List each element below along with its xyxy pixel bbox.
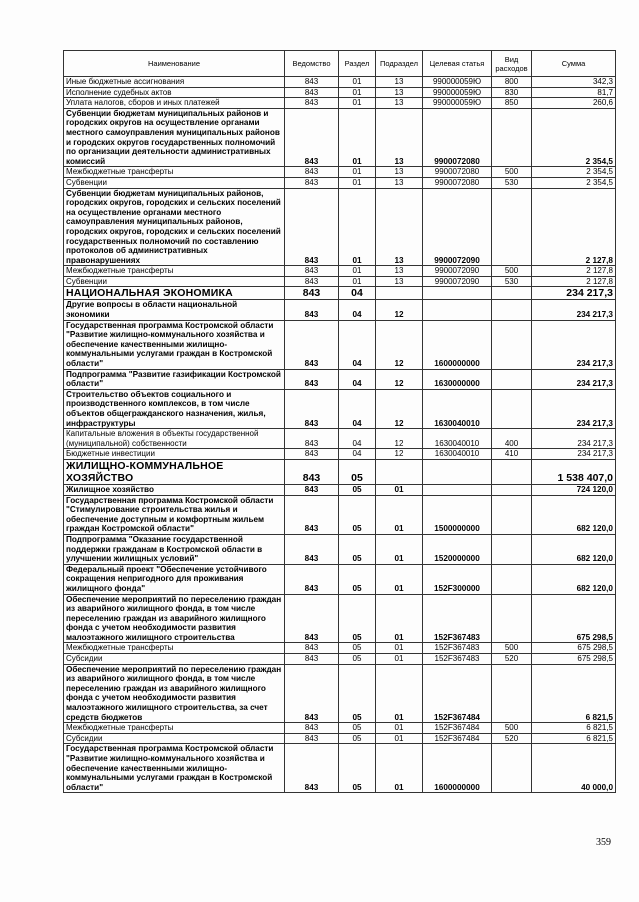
table-row	[64, 534, 616, 564]
cell-target: 9900072090	[423, 188, 492, 266]
cell-sum: 342,3	[532, 77, 616, 88]
cell-section: 05	[339, 594, 376, 643]
cell-section: 01	[339, 167, 376, 178]
header-exp-type: Вид расходов	[492, 51, 532, 77]
cell-dept: 843	[285, 77, 339, 88]
cell-name: Капитальные вложения в объекты государственной (муниципальной) собственности	[64, 429, 285, 449]
table-row	[64, 429, 616, 449]
cell-target: 9900072080	[423, 167, 492, 178]
cell-name: Субвенции	[64, 177, 285, 188]
cell-section: 05	[339, 564, 376, 594]
cell-exp-type: 520	[492, 733, 532, 744]
cell-section: 04	[339, 389, 376, 428]
cell-exp-type	[492, 300, 532, 320]
cell-exp-type: 530	[492, 177, 532, 188]
cell-section: 04	[339, 449, 376, 460]
budget-table	[63, 50, 616, 793]
cell-dept: 843	[285, 188, 339, 266]
cell-subsection: 01	[376, 643, 423, 654]
cell-section: 05	[339, 664, 376, 723]
cell-section: 04	[339, 300, 376, 320]
cell-section: 01	[339, 177, 376, 188]
cell-target: 9900072080	[423, 177, 492, 188]
cell-section: 01	[339, 87, 376, 98]
cell-subsection: 01	[376, 664, 423, 723]
cell-exp-type: 830	[492, 87, 532, 98]
cell-name: Субвенции бюджетам муниципальных районов, городских округов, городских и сельских поселений на осуществление органами местного самоуправления муниципальных районов, городских округов, городских и сельских поселений государственных полномочий по составлению протоколов об административных правонарушениях	[64, 188, 285, 266]
cell-section: 04	[339, 320, 376, 369]
cell-dept: 843	[285, 276, 339, 287]
cell-section: 05	[339, 459, 376, 484]
cell-exp-type	[492, 484, 532, 495]
cell-sum: 234 217,3	[532, 369, 616, 389]
cell-target: 152F367483	[423, 594, 492, 643]
cell-exp-type: 520	[492, 654, 532, 665]
cell-sum: 260,6	[532, 98, 616, 109]
cell-section: 05	[339, 744, 376, 793]
cell-name: Государственная программа Костромской области "Развитие жилищно-коммунального хозяйства и обеспечение качественными жилищно-коммунальными услугами граждан в Костромской области"	[64, 320, 285, 369]
cell-section: 01	[339, 276, 376, 287]
cell-target: 1630000000	[423, 369, 492, 389]
cell-section: 01	[339, 108, 376, 167]
header-sum: Сумма	[532, 51, 616, 77]
cell-sum: 2 354,5	[532, 177, 616, 188]
cell-name: Субвенции бюджетам муниципальных районов и городских округов на осуществление органами местного самоуправления муниципальных районов и городских округов государственных полномочий по организации деятельности административных комиссий	[64, 108, 285, 167]
cell-dept: 843	[285, 664, 339, 723]
cell-subsection: 01	[376, 654, 423, 665]
cell-section: 01	[339, 98, 376, 109]
cell-dept: 843	[285, 723, 339, 734]
table-row	[64, 654, 616, 665]
cell-subsection: 01	[376, 484, 423, 495]
cell-sum: 81,7	[532, 87, 616, 98]
cell-name: Межбюджетные трансферты	[64, 723, 285, 734]
cell-name: Государственная программа Костромской области "Стимулирование строительства жилья и обеспечение доступным и комфортным жильем граждан Костромской области"	[64, 495, 285, 534]
cell-sum: 6 821,5	[532, 664, 616, 723]
cell-sum: 2 354,5	[532, 167, 616, 178]
cell-target: 990000059Ю	[423, 87, 492, 98]
cell-name: Субсидии	[64, 733, 285, 744]
page-number: 359	[596, 837, 611, 848]
table-row	[64, 167, 616, 178]
cell-dept: 843	[285, 287, 339, 300]
table-row	[64, 177, 616, 188]
cell-exp-type: 530	[492, 276, 532, 287]
cell-section: 04	[339, 369, 376, 389]
cell-subsection: 12	[376, 389, 423, 428]
cell-target: 152F367484	[423, 733, 492, 744]
cell-target: 1600000000	[423, 320, 492, 369]
cell-dept: 843	[285, 266, 339, 277]
cell-name: Межбюджетные трансферты	[64, 266, 285, 277]
header-section: Раздел	[339, 51, 376, 77]
cell-exp-type	[492, 369, 532, 389]
cell-name: Уплата налогов, сборов и иных платежей	[64, 98, 285, 109]
cell-target: 1520000000	[423, 534, 492, 564]
cell-sum: 2 354,5	[532, 108, 616, 167]
cell-sum: 682 120,0	[532, 495, 616, 534]
cell-subsection: 01	[376, 495, 423, 534]
table-row	[64, 320, 616, 369]
cell-section: 05	[339, 733, 376, 744]
cell-exp-type: 500	[492, 643, 532, 654]
cell-sum: 234 217,3	[532, 300, 616, 320]
cell-sum: 724 120,0	[532, 484, 616, 495]
cell-target	[423, 300, 492, 320]
cell-name: Строительство объектов социального и производственного комплексов, в том числе объектов общегражданского назначения, жилья, инфраструктуры	[64, 389, 285, 428]
table-row	[64, 266, 616, 277]
cell-subsection: 12	[376, 369, 423, 389]
cell-name: НАЦИОНАЛЬНАЯ ЭКОНОМИКА	[64, 287, 285, 300]
cell-exp-type: 800	[492, 77, 532, 88]
cell-section: 05	[339, 495, 376, 534]
cell-section: 05	[339, 643, 376, 654]
cell-exp-type: 500	[492, 167, 532, 178]
cell-target: 1630040010	[423, 389, 492, 428]
cell-sum: 2 127,8	[532, 266, 616, 277]
cell-section: 04	[339, 287, 376, 300]
cell-name: ЖИЛИЩНО-КОММУНАЛЬНОЕ ХОЗЯЙСТВО	[64, 459, 285, 484]
cell-section: 01	[339, 77, 376, 88]
cell-dept: 843	[285, 98, 339, 109]
cell-sum: 2 127,8	[532, 188, 616, 266]
cell-dept: 843	[285, 167, 339, 178]
table-row	[64, 459, 616, 484]
cell-section: 01	[339, 266, 376, 277]
cell-target: 9900072080	[423, 108, 492, 167]
cell-sum: 675 298,5	[532, 654, 616, 665]
cell-section: 05	[339, 484, 376, 495]
cell-exp-type: 850	[492, 98, 532, 109]
header-name: Наименование	[64, 51, 285, 77]
cell-target: 990000059Ю	[423, 77, 492, 88]
cell-sum: 234 217,3	[532, 449, 616, 460]
cell-target: 1500000000	[423, 495, 492, 534]
cell-subsection: 13	[376, 77, 423, 88]
cell-exp-type	[492, 495, 532, 534]
cell-dept: 843	[285, 744, 339, 793]
cell-name: Подпрограмма "Развитие газификации Костромской области"	[64, 369, 285, 389]
table-row	[64, 287, 616, 300]
cell-subsection: 01	[376, 744, 423, 793]
cell-subsection: 13	[376, 108, 423, 167]
table-header-row	[64, 51, 616, 77]
cell-sum: 675 298,5	[532, 594, 616, 643]
cell-subsection: 12	[376, 429, 423, 449]
cell-exp-type	[492, 287, 532, 300]
table-row	[64, 108, 616, 167]
cell-dept: 843	[285, 369, 339, 389]
cell-exp-type: 410	[492, 449, 532, 460]
table-row	[64, 564, 616, 594]
cell-subsection: 01	[376, 564, 423, 594]
table-row	[64, 594, 616, 643]
cell-sum: 6 821,5	[532, 733, 616, 744]
cell-exp-type: 500	[492, 266, 532, 277]
cell-dept: 843	[285, 459, 339, 484]
cell-exp-type	[492, 389, 532, 428]
cell-sum: 682 120,0	[532, 564, 616, 594]
cell-name: Жилищное хозяйство	[64, 484, 285, 495]
table-row	[64, 276, 616, 287]
cell-exp-type	[492, 564, 532, 594]
cell-dept: 843	[285, 320, 339, 369]
cell-dept: 843	[285, 564, 339, 594]
cell-dept: 843	[285, 389, 339, 428]
table-row	[64, 664, 616, 723]
cell-sum: 234 217,3	[532, 389, 616, 428]
table-row	[64, 98, 616, 109]
cell-sum: 6 821,5	[532, 723, 616, 734]
table-row	[64, 188, 616, 266]
cell-target: 152F367483	[423, 643, 492, 654]
table-row	[64, 449, 616, 460]
cell-section: 04	[339, 429, 376, 449]
cell-subsection: 01	[376, 534, 423, 564]
cell-name: Другие вопросы в области национальной экономики	[64, 300, 285, 320]
cell-section: 05	[339, 723, 376, 734]
cell-subsection: 13	[376, 167, 423, 178]
cell-exp-type	[492, 534, 532, 564]
cell-sum: 234 217,3	[532, 287, 616, 300]
cell-sum: 675 298,5	[532, 643, 616, 654]
cell-dept: 843	[285, 733, 339, 744]
cell-subsection: 01	[376, 723, 423, 734]
cell-subsection: 13	[376, 87, 423, 98]
cell-name: Субсидии	[64, 654, 285, 665]
cell-exp-type	[492, 459, 532, 484]
cell-dept: 843	[285, 449, 339, 460]
cell-dept: 843	[285, 643, 339, 654]
cell-subsection: 01	[376, 594, 423, 643]
cell-subsection: 13	[376, 266, 423, 277]
cell-subsection: 13	[376, 177, 423, 188]
cell-exp-type	[492, 594, 532, 643]
table-row	[64, 723, 616, 734]
cell-target	[423, 459, 492, 484]
cell-target: 152F367483	[423, 654, 492, 665]
cell-section: 05	[339, 534, 376, 564]
cell-target: 1630040010	[423, 449, 492, 460]
cell-dept: 843	[285, 177, 339, 188]
cell-subsection	[376, 287, 423, 300]
table-row	[64, 87, 616, 98]
cell-name: Исполнение судебных актов	[64, 87, 285, 98]
cell-dept: 843	[285, 429, 339, 449]
cell-exp-type: 400	[492, 429, 532, 449]
cell-sum: 40 000,0	[532, 744, 616, 793]
table-row	[64, 643, 616, 654]
cell-subsection: 12	[376, 320, 423, 369]
table-row	[64, 77, 616, 88]
cell-target: 152F367484	[423, 664, 492, 723]
cell-exp-type	[492, 188, 532, 266]
cell-name: Подпрограмма "Оказание государственной поддержки гражданам в Костромской области в улучшении жилищных условий"	[64, 534, 285, 564]
cell-exp-type	[492, 320, 532, 369]
cell-target: 152F367484	[423, 723, 492, 734]
cell-exp-type	[492, 664, 532, 723]
cell-sum: 1 538 407,0	[532, 459, 616, 484]
table-row	[64, 744, 616, 793]
cell-subsection: 12	[376, 449, 423, 460]
cell-dept: 843	[285, 654, 339, 665]
cell-dept: 843	[285, 87, 339, 98]
cell-name: Иные бюджетные ассигнования	[64, 77, 285, 88]
cell-target	[423, 287, 492, 300]
cell-sum: 234 217,3	[532, 320, 616, 369]
cell-sum: 682 120,0	[532, 534, 616, 564]
cell-name: Межбюджетные трансферты	[64, 643, 285, 654]
cell-target: 990000059Ю	[423, 98, 492, 109]
cell-target: 1630040010	[423, 429, 492, 449]
cell-name: Бюджетные инвестиции	[64, 449, 285, 460]
cell-target: 152F300000	[423, 564, 492, 594]
cell-name: Субвенции	[64, 276, 285, 287]
cell-target	[423, 484, 492, 495]
cell-dept: 843	[285, 534, 339, 564]
cell-name: Обеспечение мероприятий по переселению граждан из аварийного жилищного фонда, в том числе переселению граждан из аварийного жилищного фонда с учетом необходимости развития малоэтажного жилищного строительства	[64, 594, 285, 643]
cell-target: 1600000000	[423, 744, 492, 793]
cell-dept: 843	[285, 300, 339, 320]
cell-subsection: 12	[376, 300, 423, 320]
cell-dept: 843	[285, 484, 339, 495]
cell-target: 9900072090	[423, 266, 492, 277]
header-target: Целевая статья	[423, 51, 492, 77]
cell-name: Федеральный проект "Обеспечение устойчивого сокращения непригодного для проживания жилищного фонда"	[64, 564, 285, 594]
table-row	[64, 300, 616, 320]
cell-dept: 843	[285, 108, 339, 167]
header-dept: Ведомство	[285, 51, 339, 77]
cell-name: Обеспечение мероприятий по переселению граждан из аварийного жилищного фонда, в том числе переселению граждан из аварийного жилищного фонда с учетом необходимости развития малоэтажного жилищного строительства, за счет средств бюджетов	[64, 664, 285, 723]
header-subsection: Подраздел	[376, 51, 423, 77]
cell-exp-type	[492, 108, 532, 167]
cell-subsection: 13	[376, 276, 423, 287]
cell-section: 05	[339, 654, 376, 665]
cell-subsection: 13	[376, 98, 423, 109]
table-row	[64, 495, 616, 534]
table-row	[64, 389, 616, 428]
cell-section: 01	[339, 188, 376, 266]
cell-exp-type: 500	[492, 723, 532, 734]
table-row	[64, 484, 616, 495]
cell-subsection: 01	[376, 733, 423, 744]
cell-name: Межбюджетные трансферты	[64, 167, 285, 178]
cell-dept: 843	[285, 594, 339, 643]
table-row	[64, 733, 616, 744]
cell-dept: 843	[285, 495, 339, 534]
cell-target: 9900072090	[423, 276, 492, 287]
cell-exp-type	[492, 744, 532, 793]
cell-sum: 2 127,8	[532, 276, 616, 287]
cell-sum: 234 217,3	[532, 429, 616, 449]
cell-name: Государственная программа Костромской области "Развитие жилищно-коммунального хозяйства и обеспечение качественными жилищно-коммунальными услугами граждан в Костромской области"	[64, 744, 285, 793]
cell-subsection: 13	[376, 188, 423, 266]
cell-subsection	[376, 459, 423, 484]
table-row	[64, 369, 616, 389]
